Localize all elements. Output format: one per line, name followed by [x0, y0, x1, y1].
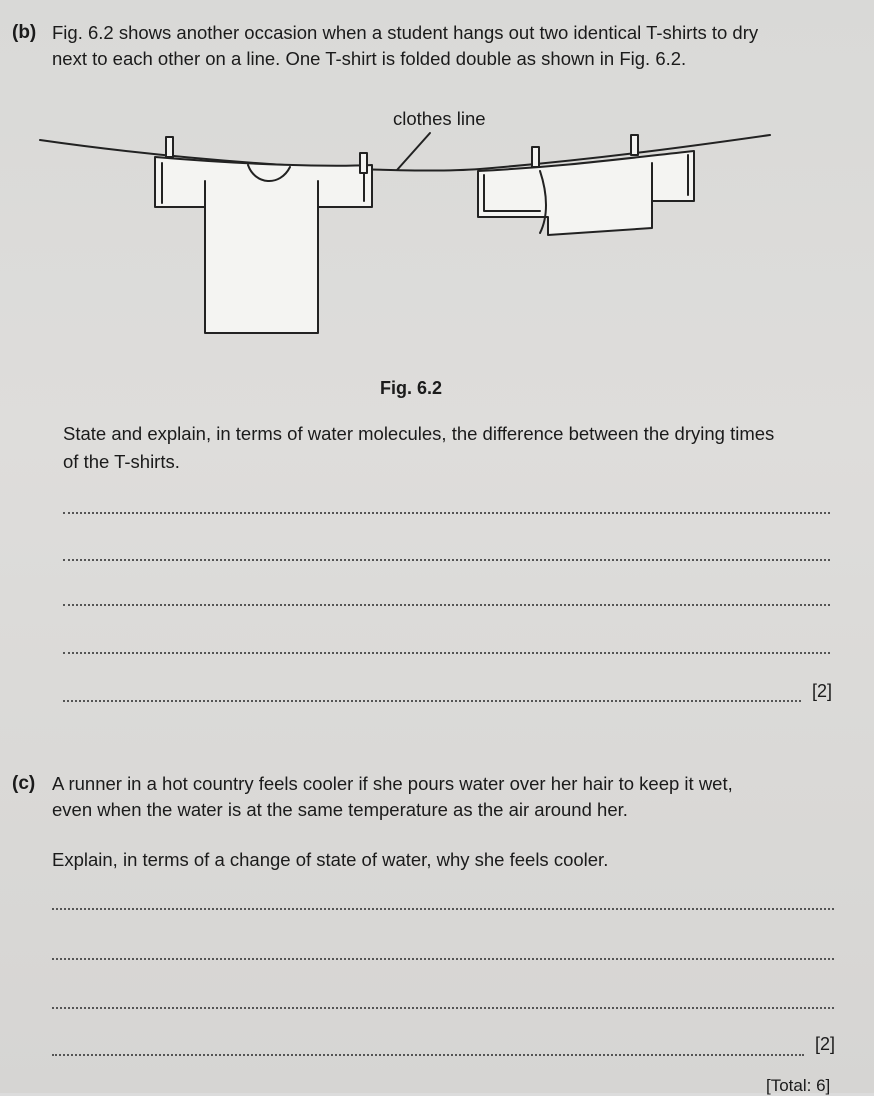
part-c-question: Explain, in terms of a change of state of water, why she feels cooler. — [52, 849, 609, 870]
part-c-intro-line2: even when the water is at the same temperature as the air around her. — [52, 799, 628, 820]
part-c-marks: [2] — [815, 1034, 836, 1054]
label-pointer — [397, 133, 430, 170]
answer-line-b4[interactable] — [63, 652, 830, 654]
peg-2 — [360, 153, 367, 173]
clothes-line-label: clothes line — [393, 108, 486, 129]
unfolded-tshirt — [155, 157, 372, 333]
part-b-intro-line2: next to each other on a line. One T-shirt is folded double as shown in Fig. 6.2. — [52, 48, 687, 69]
answer-line-b3[interactable] — [63, 604, 830, 606]
part-c-label: (c) — [12, 773, 36, 794]
part-c-intro-line1: A runner in a hot country feels cooler if she pours water over her hair to keep it wet, — [52, 773, 733, 794]
part-b-intro-line1: Fig. 6.2 shows another occasion when a student hangs out two identical T-shirts to dry — [52, 22, 759, 43]
answer-line-b5[interactable] — [63, 700, 801, 702]
answer-line-c2[interactable] — [52, 958, 834, 960]
part-b-label: (b) — [12, 22, 37, 43]
part-b-question-line2: of the T-shirts. — [63, 451, 180, 472]
answer-line-b2[interactable] — [63, 559, 830, 561]
answer-line-c4[interactable] — [52, 1054, 804, 1056]
folded-tshirt — [478, 151, 694, 235]
peg-4 — [631, 135, 638, 155]
answer-line-b1[interactable] — [63, 512, 830, 514]
total-marks: [Total: 6] — [766, 1076, 831, 1095]
tshirt-figure — [0, 95, 874, 355]
peg-1 — [166, 137, 173, 157]
figure-caption: Fig. 6.2 — [380, 378, 443, 398]
answer-line-c1[interactable] — [52, 908, 834, 910]
answer-line-c3[interactable] — [52, 1007, 834, 1009]
peg-3 — [532, 147, 539, 167]
part-b-question-line1: State and explain, in terms of water molecules, the difference between the drying times — [63, 423, 775, 444]
part-b-marks: [2] — [812, 681, 833, 701]
